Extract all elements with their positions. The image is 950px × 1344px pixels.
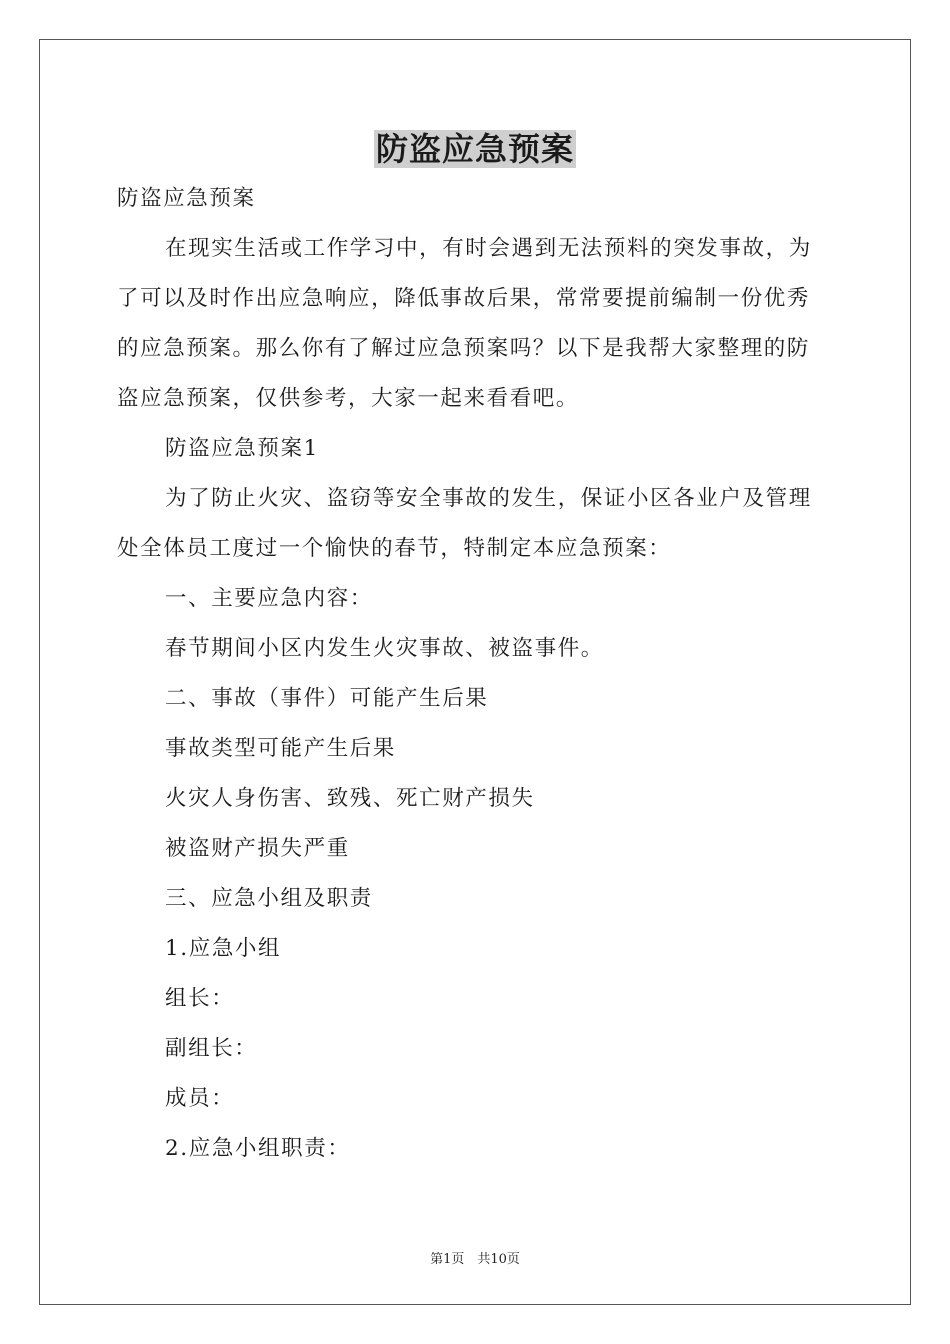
paragraph-line: 三、应急小组及职责	[165, 886, 373, 911]
paragraph-line: 春节期间小区内发生火灾事故、被盗事件。	[165, 636, 604, 661]
paragraph-line: 了可以及时作出应急响应，降低事故后果，常常要提前编制一份优秀	[117, 286, 811, 311]
paragraph-line: 处全体员工度过一个愉快的春节，特制定本应急预案：	[117, 536, 672, 561]
document-title-wrap	[0, 128, 950, 170]
paragraph-line: 盗应急预案，仅供参考，大家一起来看看吧。	[117, 386, 580, 411]
paragraph-line: 组长：	[165, 986, 235, 1011]
paragraph-line: 在现实生活或工作学习中，有时会遇到无法预料的突发事故，为	[165, 236, 812, 261]
paragraph-line: 成员：	[165, 1086, 235, 1111]
paragraph-line: 副组长：	[165, 1036, 258, 1061]
paragraph-line: 防盗应急预案1	[165, 436, 319, 461]
paragraph-line: 事故类型可能产生后果	[165, 736, 397, 761]
document-title: 防盗应急预案	[375, 130, 574, 168]
paragraph-line: 为了防止火灾、盗窃等安全事故的发生，保证小区各业户及管理	[165, 486, 812, 511]
paragraph-line: 1.应急小组	[165, 936, 282, 961]
paragraph-line: 一、主要应急内容：	[165, 586, 373, 611]
paragraph-line: 火灾人身伤害、致残、死亡财产损失	[165, 786, 535, 811]
paragraph-line: 的应急预案。那么你有了解过应急预案吗？以下是我帮大家整理的防	[117, 336, 811, 361]
paragraph-line: 防盗应急预案	[117, 186, 256, 211]
document-body	[117, 177, 835, 1177]
paragraph-line: 2.应急小组职责：	[165, 1136, 351, 1161]
paragraph-line: 被盗财产损失严重	[165, 836, 350, 861]
page-footer: 第1页 共10页	[430, 1252, 520, 1267]
paragraph-line: 二、事故（事件）可能产生后果	[165, 686, 489, 711]
